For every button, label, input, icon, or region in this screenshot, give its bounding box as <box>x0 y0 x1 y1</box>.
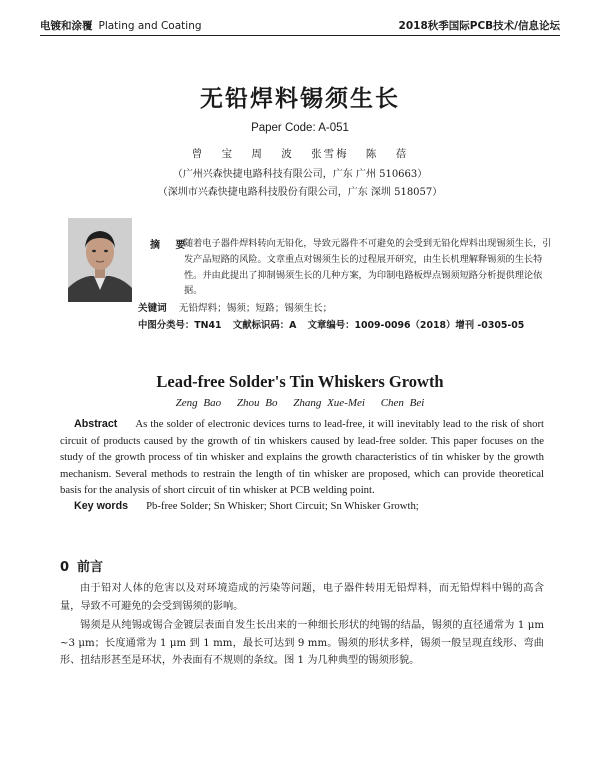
paper-code: Paper Code: A-051 <box>251 122 349 134</box>
article-number: 文章编号：1009-0096（2018）增刊 -0305-05 <box>307 320 525 331</box>
abstract-en <box>60 416 544 499</box>
header-divider <box>40 35 560 36</box>
abstract-zh-label: 摘 要 <box>150 240 192 251</box>
author-en-3: Zhang Xue-Mei <box>293 397 365 409</box>
body-paragraph-2: 锡须是从纯锡或锡合金镀层表面自发生长出来的一种细长形状的纯锡的结晶，锡须的直径通常为 1 μm ~3 μm；长度通常为 1 μm 到 1 mm，最长可达到 9 mm。锡须的形状多样，锡须一般呈现直线形、弯曲形、扭结形甚至是环状，外表面有不规则的条纹。图 1 为几种典型的锡须形貌。 <box>60 620 544 666</box>
abstract-en-label: Abstract <box>74 418 118 430</box>
abstract-en-text: As the solder of electronic devices turns to lead-free, it will inevitably lead to the risk of short circuit of products caused by the growth of tin whiskers caused by lead-free solder. This paper focuses on the study of the growth process of tin whisker and explains the growth characteristics of tin whisker by the growth mechanism. Several methods to restrain the length of tin whisker are proposed, which can provide theoretical basis for the analysis of short circuit of tin whisker at PCB welding point. <box>60 418 544 497</box>
section-number: 0 <box>60 560 70 575</box>
header-forum: 2018秋季国际PCB技术/信息论坛 <box>398 20 560 32</box>
section-title: 前言 <box>77 560 104 575</box>
keywords-zh-label: 关键词 <box>138 303 167 314</box>
document-code: 文献标识码：A <box>232 320 297 331</box>
authors-en <box>0 397 600 409</box>
classification-line <box>138 317 532 331</box>
affiliation-1: （广州兴森快捷电路科技有限公司，广东 广州 510663） <box>172 169 428 180</box>
affiliation-2: （深圳市兴森快捷电路科技股份有限公司，广东 深圳 518057） <box>157 187 443 198</box>
author-photo <box>68 218 132 302</box>
header-section-en: Plating and Coating <box>98 20 202 32</box>
keywords-en <box>74 500 544 512</box>
author-en-2: Zhou Bo <box>236 397 278 409</box>
keywords-zh <box>138 300 332 314</box>
abstract-zh-text: 随着电子器件焊料转向无铅化，导致元器件不可避免的会受到无铅化焊料出现锡须生长，引发产品短路的风险。文章重点对锡须生长的过程展开研究，由生长机理解释锡须的生长特性。并由此提出了抑制锡须生长的几种方案，为印制电路板焊点锡须短路分析提供理论依据。 <box>184 238 552 297</box>
author-en-1: Zeng Bao <box>175 397 222 409</box>
authors-zh: 曾 宝 周 波 张雪梅 陈 蓓 <box>191 148 409 160</box>
body-paragraph-1: 由于铅对人体的危害以及对环境造成的污染等问题，电子器件转用无铅焊料，而无铅焊料中锡的高含量，导致不可避免的会受到锡须的影响。 <box>60 583 544 612</box>
running-header <box>40 18 560 34</box>
author-en-4: Chen Bei <box>380 397 425 409</box>
section-heading <box>60 556 103 575</box>
keywords-zh-text: 无铅焊料；锡须；短路；锡须生长； <box>178 303 333 314</box>
header-left <box>40 18 202 33</box>
header-section-zh: 电镀和涂覆 <box>40 20 93 32</box>
keywords-en-label: Key words <box>74 500 129 512</box>
paper-title-zh: 无铅焊料锡须生长 <box>200 86 400 112</box>
clc-number: 中图分类号：TN41 <box>138 320 222 331</box>
paper-title-en: Lead-free Solder's Tin Whiskers Growth <box>156 372 444 391</box>
keywords-en-text: Pb-free Solder; Sn Whisker; Short Circuit; Sn Whisker Growth; <box>146 500 419 512</box>
